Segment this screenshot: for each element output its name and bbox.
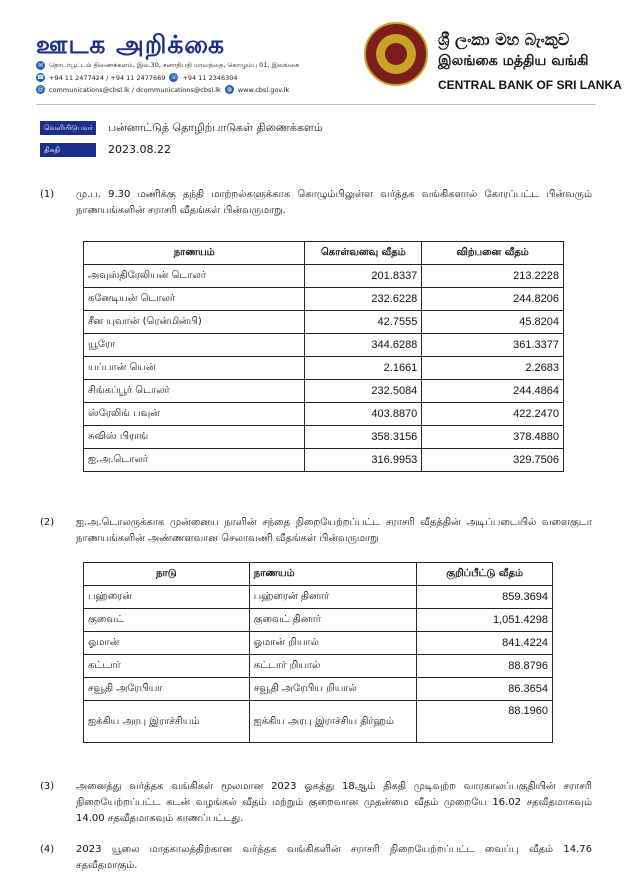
- selling-rate-cell: 361.3377: [422, 334, 564, 357]
- selling-rate-cell: 422.2470: [422, 403, 564, 426]
- column-header-currency: நாணயம்: [249, 563, 417, 586]
- section-4-text: 2023 யூலை மாதகாலத்திற்கான வர்த்தக வங்கிகளின் சராசரி நிறையேற்றப்பட்ட வைப்பு வீதம் 14.76 சதவீதமாகும்.: [76, 844, 592, 871]
- country-cell: ஓமான்: [84, 632, 250, 655]
- currency-cell: ஸ்ரேலிங் பவுன்: [84, 403, 305, 426]
- section-3-number: (3): [40, 781, 55, 792]
- exchange-rates-table: [83, 241, 564, 472]
- country-cell: குவைட்: [84, 609, 250, 632]
- country-cell: சவூதி அரேபியா: [84, 678, 250, 701]
- buying-rate-cell: 232.5084: [305, 380, 422, 403]
- selling-rate-cell: 2.2683: [422, 357, 564, 380]
- indicative-rate-cell: 841.4224: [417, 632, 553, 655]
- bank-seal-logo: [364, 22, 428, 86]
- media-release-title: ஊடக அறிக்கை: [36, 30, 225, 59]
- website-text[interactable]: www.cbsl.gov.lk: [237, 85, 290, 94]
- selling-rate-cell: 213.2228: [422, 265, 564, 288]
- section-2-text: ஐ.அ.டொலருக்காக முன்னைய நாளின் சந்தை நிறையேற்றப்பட்ட சராசரி வீதத்தின் அடிப்படையில் வளைகுடா நாணயங்களின் அண்ணளவான செலாவணி வீதங்கள் பின்வருமாறு: [76, 517, 592, 544]
- contact-phones: [36, 73, 238, 82]
- date-value: 2023.08.22: [108, 143, 171, 156]
- date-label: திகதி: [40, 143, 96, 157]
- table-row: [84, 311, 564, 334]
- column-header-currency: நாணயம்: [84, 242, 305, 265]
- currency-cell: யூரோ: [84, 334, 305, 357]
- column-header-country: நாடு: [84, 563, 250, 586]
- bank-name-sinhala: ශ්‍රී ලංකා මහ බැංකුව: [438, 30, 570, 49]
- currency-cell: கட்டார் றியால்: [249, 655, 417, 678]
- table-row: [84, 288, 564, 311]
- indicative-rate-cell: 88.8796: [417, 655, 553, 678]
- envelope-icon: ✉: [37, 62, 44, 69]
- table-header-row: [84, 242, 564, 265]
- table-row: [84, 678, 553, 701]
- currency-cell: குவைட் தினார்: [249, 609, 417, 632]
- table-row: [84, 380, 564, 403]
- table-row: [84, 265, 564, 288]
- selling-rate-cell: 378.4880: [422, 426, 564, 449]
- table-row: [84, 701, 553, 743]
- currency-cell: சீன யுவான் (ரென்மின்பி): [84, 311, 305, 334]
- country-cell: ஐக்கிய அரபு இராச்சியம்: [84, 701, 250, 743]
- address-text: தொடர்பூட்டல் திணைக்களம், இல.30, சனாதிபதி மாவத்தை, கொழும்பு 01, இலங்கை: [49, 61, 300, 69]
- contact-online: [36, 85, 289, 94]
- contact-address: [36, 61, 299, 70]
- table-row: [84, 586, 553, 609]
- selling-rate-cell: 45.8204: [422, 311, 564, 334]
- indicative-rate-cell: 859.3694: [417, 586, 553, 609]
- currency-cell: சிங்கப்பூர் டொலர்: [84, 380, 305, 403]
- buying-rate-cell: 358.3156: [305, 426, 422, 449]
- phone-text: +94 11 2477424 / +94 11 2477669: [49, 73, 166, 82]
- country-cell: பஹ்ரைன்: [84, 586, 250, 609]
- selling-rate-cell: 244.8206: [422, 288, 564, 311]
- fax-icon: ☏: [170, 74, 178, 81]
- section-1-text: மு.ப. 9.30 மணிக்கு தந்தி மாற்றல்களுக்காக கொழும்பிலுள்ள வர்த்தக வங்கிகளால் கோரப்பட்ட பின்வரும் நாணயங்களின் சராசரி வீதங்கள் பின்வருமாறு.: [76, 189, 592, 216]
- table-row: [84, 609, 553, 632]
- currency-cell: ஐக்கிய அரபு இராச்சிய திர்ஹம்: [249, 701, 417, 743]
- section-1: [40, 187, 592, 221]
- currency-cell: சுவிஸ் பிராங்: [84, 426, 305, 449]
- phone-icon: ☎: [36, 74, 45, 81]
- table-header-row: [84, 563, 553, 586]
- buying-rate-cell: 344.6288: [305, 334, 422, 357]
- table-row: [84, 632, 553, 655]
- section-4: [40, 842, 592, 876]
- currency-cell: யப்பான் யென்: [84, 357, 305, 380]
- buying-rate-cell: 42.7555: [305, 311, 422, 334]
- bank-name-english: CENTRAL BANK OF SRI LANKA: [438, 78, 622, 92]
- section-3-text: அனைத்து வர்த்தக வங்கிகள் மூலமான 2023 ஓகத்து 18ஆம் திகதி முடிவுற்ற வாரகாலப்பகுதியின் சராசரி நிறையேற்றப்பட்ட கடன் வழங்கல் வீதம் மற்றும் குறைவான முதன்மை வீதம் முறையே 16.02 சதவீதமாகவும் 14.00 சதவீதமாகவும் காணப்பட்டது.: [76, 781, 592, 824]
- currency-cell: ஐ.அ.டொலர்: [84, 449, 305, 472]
- buying-rate-cell: 232.6228: [305, 288, 422, 311]
- currency-cell: ஓமான் றியால்: [249, 632, 417, 655]
- section-1-number: (1): [40, 189, 55, 200]
- column-header-selling-rate: விற்பனை வீதம்: [422, 242, 564, 265]
- buying-rate-cell: 201.8337: [305, 265, 422, 288]
- buying-rate-cell: 403.8870: [305, 403, 422, 426]
- globe-icon: ◍: [226, 86, 232, 93]
- currency-cell: பஹ்ரைன் தினார்: [249, 586, 417, 609]
- indicative-rate-cell: 88.1960: [417, 701, 553, 743]
- section-2-number: (2): [40, 517, 55, 528]
- fax-text: +94 11 2346304: [182, 73, 238, 82]
- email-text[interactable]: communications@cbsl.lk / dcommunications@cbsl.lk: [49, 85, 221, 94]
- section-3: [40, 779, 592, 829]
- issued-by-value: பன்னாட்டுத் தொழிற்பாடுகள் திணைக்களம்: [108, 121, 323, 134]
- gulf-currency-rates-table: [83, 562, 553, 743]
- indicative-rate-cell: 86.3654: [417, 678, 553, 701]
- buying-rate-cell: 316.9953: [305, 449, 422, 472]
- column-header-buying-rate: கொள்வனவு வீதம்: [305, 242, 422, 265]
- indicative-rate-cell: 1,051.4298: [417, 609, 553, 632]
- selling-rate-cell: 244.4864: [422, 380, 564, 403]
- table-row: [84, 426, 564, 449]
- table-row: [84, 403, 564, 426]
- buying-rate-cell: 2.1661: [305, 357, 422, 380]
- table-row: [84, 449, 564, 472]
- header-divider: [36, 104, 596, 105]
- section-4-number: (4): [40, 844, 55, 855]
- currency-cell: அவுஸ்திரேலியன் டொலர்: [84, 265, 305, 288]
- at-icon: @: [37, 86, 44, 93]
- country-cell: கட்டார்: [84, 655, 250, 678]
- table-row: [84, 334, 564, 357]
- bank-name-tamil: இலங்கை மத்திய வங்கி: [438, 53, 589, 69]
- table-row: [84, 655, 553, 678]
- column-header-indicative-rate: குறிப்பீட்டு வீதம்: [417, 563, 553, 586]
- table-row: [84, 357, 564, 380]
- currency-cell: கனேடியன் டொலர்: [84, 288, 305, 311]
- currency-cell: சவூதி அரேபிய றியால்: [249, 678, 417, 701]
- issued-by-label: வெளியிடுபவர்: [40, 121, 96, 135]
- selling-rate-cell: 329.7506: [422, 449, 564, 472]
- section-2: [40, 515, 592, 549]
